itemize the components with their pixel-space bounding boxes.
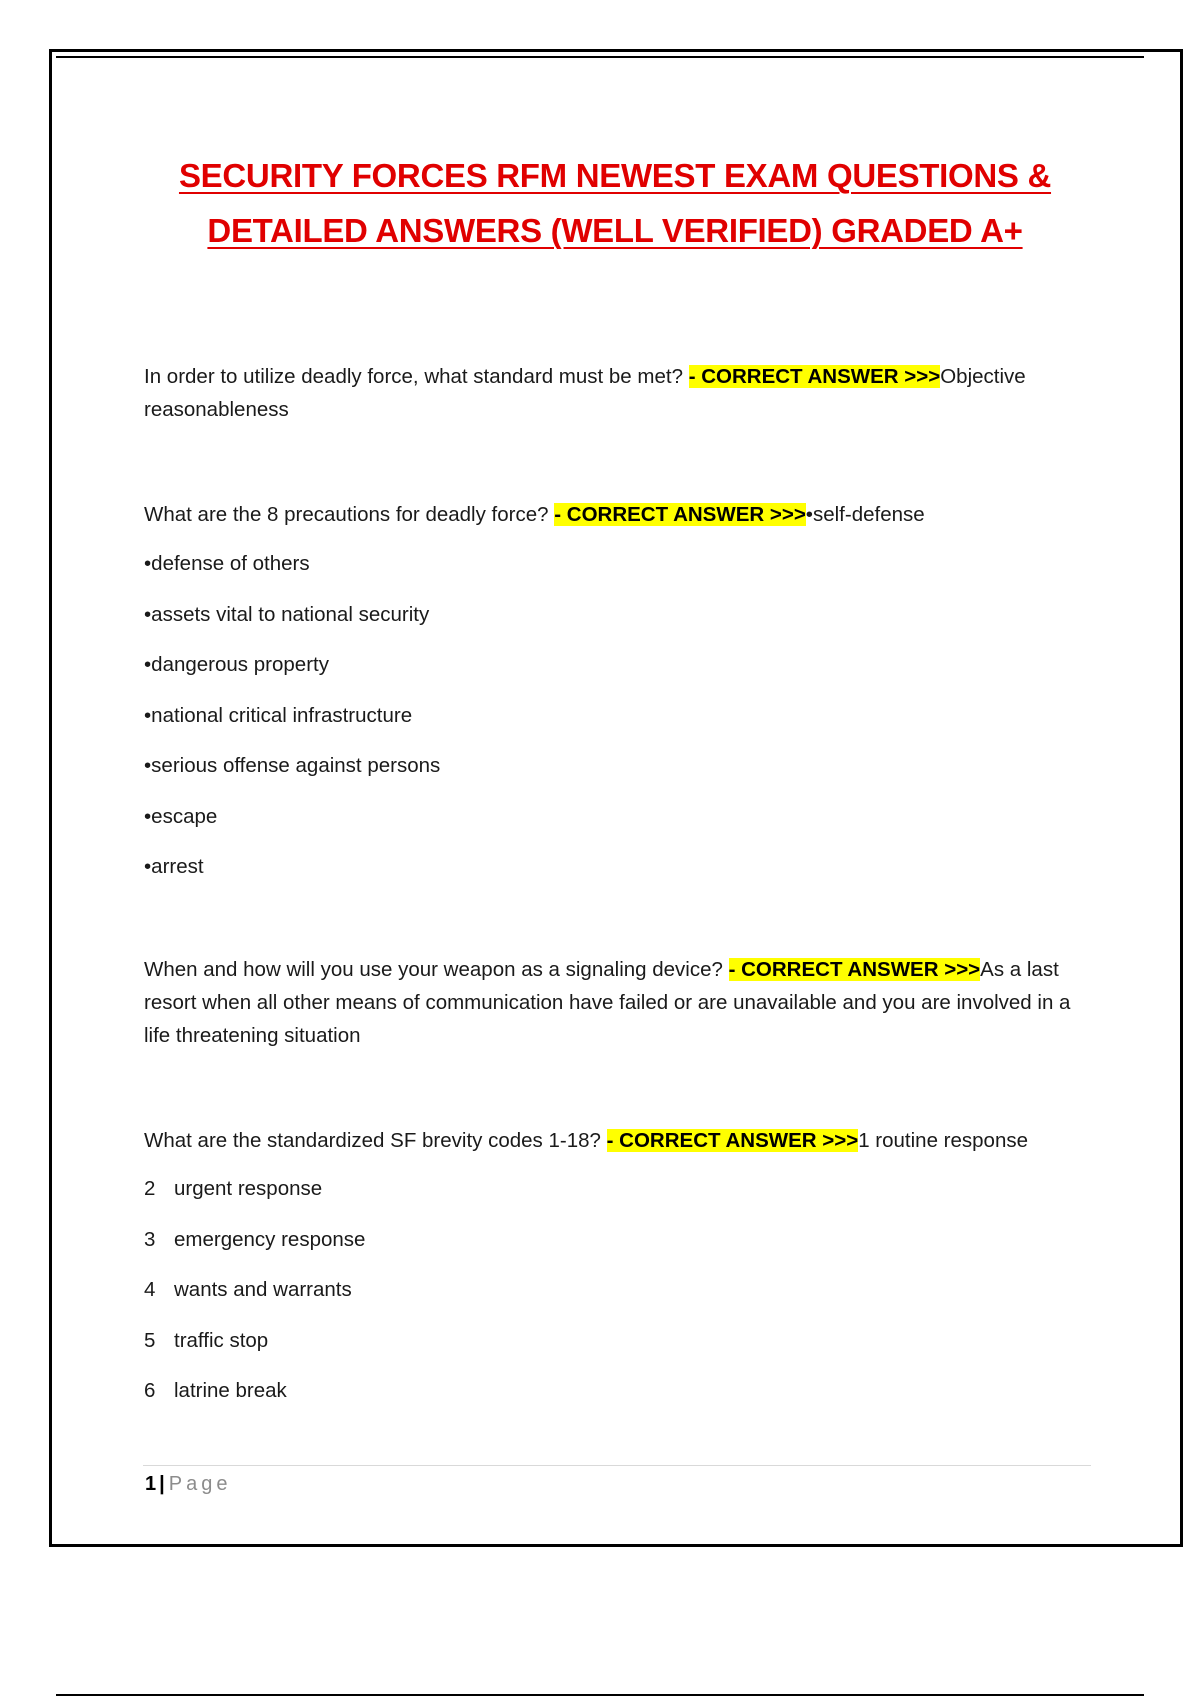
list-item: •escape bbox=[144, 805, 218, 828]
code-number: 2 bbox=[144, 1177, 156, 1200]
question-text: What are the 8 precautions for deadly force? bbox=[144, 503, 549, 526]
next-page-rule bbox=[56, 1694, 1144, 1696]
brevity-code-row bbox=[144, 1175, 1044, 1203]
header-rule bbox=[56, 56, 1144, 58]
list-item: •defense of others bbox=[144, 552, 310, 575]
code-text: emergency response bbox=[174, 1228, 366, 1251]
list-item: •national critical infrastructure bbox=[144, 704, 413, 727]
brevity-code-row bbox=[144, 1327, 1044, 1355]
question-text: In order to utilize deadly force, what standard must be met? bbox=[144, 365, 683, 388]
footer-rule bbox=[143, 1465, 1091, 1466]
correct-answer-marker: - CORRECT ANSWER >>> bbox=[606, 1129, 859, 1152]
list-item: •arrest bbox=[144, 855, 204, 878]
code-text: urgent response bbox=[174, 1177, 323, 1200]
qa-item-3 bbox=[144, 953, 1094, 1052]
page-number: 1 bbox=[145, 1473, 157, 1495]
page-border bbox=[49, 49, 1183, 1547]
page-label: Page bbox=[168, 1473, 232, 1495]
document-title bbox=[100, 148, 1130, 258]
code-number: 4 bbox=[144, 1278, 156, 1301]
correct-answer-marker: - CORRECT ANSWER >>> bbox=[554, 503, 806, 526]
list-item: •dangerous property bbox=[144, 653, 329, 676]
code-text: traffic stop bbox=[174, 1329, 269, 1352]
brevity-code-row bbox=[144, 1226, 1044, 1254]
list-item: •serious offense against persons bbox=[144, 754, 441, 777]
correct-answer-marker: - CORRECT ANSWER >>> bbox=[688, 365, 941, 388]
answer-text: As a last resort when all other means of communication have failed or are unavailable and you are involved in a life threatening situation bbox=[144, 958, 1071, 1047]
qa-item-1 bbox=[144, 360, 1094, 426]
question-text: What are the standardized SF brevity codes 1-18? bbox=[144, 1129, 601, 1152]
footer-separator: | bbox=[159, 1473, 165, 1495]
brevity-code-row bbox=[144, 1276, 1044, 1304]
title-line-2: DETAILED ANSWERS (WELL VERIFIED) GRADED A+ bbox=[207, 212, 1023, 249]
page-footer bbox=[145, 1470, 231, 1498]
code-text: wants and warrants bbox=[174, 1278, 352, 1301]
answer-text: Objective reasonableness bbox=[144, 365, 1026, 421]
code-number: 6 bbox=[144, 1379, 156, 1402]
qa-item-2 bbox=[144, 498, 1094, 531]
answer-text: •self-defense bbox=[805, 503, 925, 526]
correct-answer-marker: - CORRECT ANSWER >>> bbox=[728, 958, 981, 981]
title-line-1: SECURITY FORCES RFM NEWEST EXAM QUESTIONS & bbox=[178, 157, 1052, 194]
code-number: 3 bbox=[144, 1228, 156, 1251]
list-item: •assets vital to national security bbox=[144, 603, 430, 626]
answer-text: 1 routine response bbox=[858, 1129, 1028, 1152]
brevity-code-row bbox=[144, 1377, 1044, 1405]
code-number: 5 bbox=[144, 1329, 156, 1352]
question-text: When and how will you use your weapon as a signaling device? bbox=[144, 958, 723, 981]
code-text: latrine break bbox=[174, 1379, 287, 1402]
qa-item-4 bbox=[144, 1124, 1094, 1157]
